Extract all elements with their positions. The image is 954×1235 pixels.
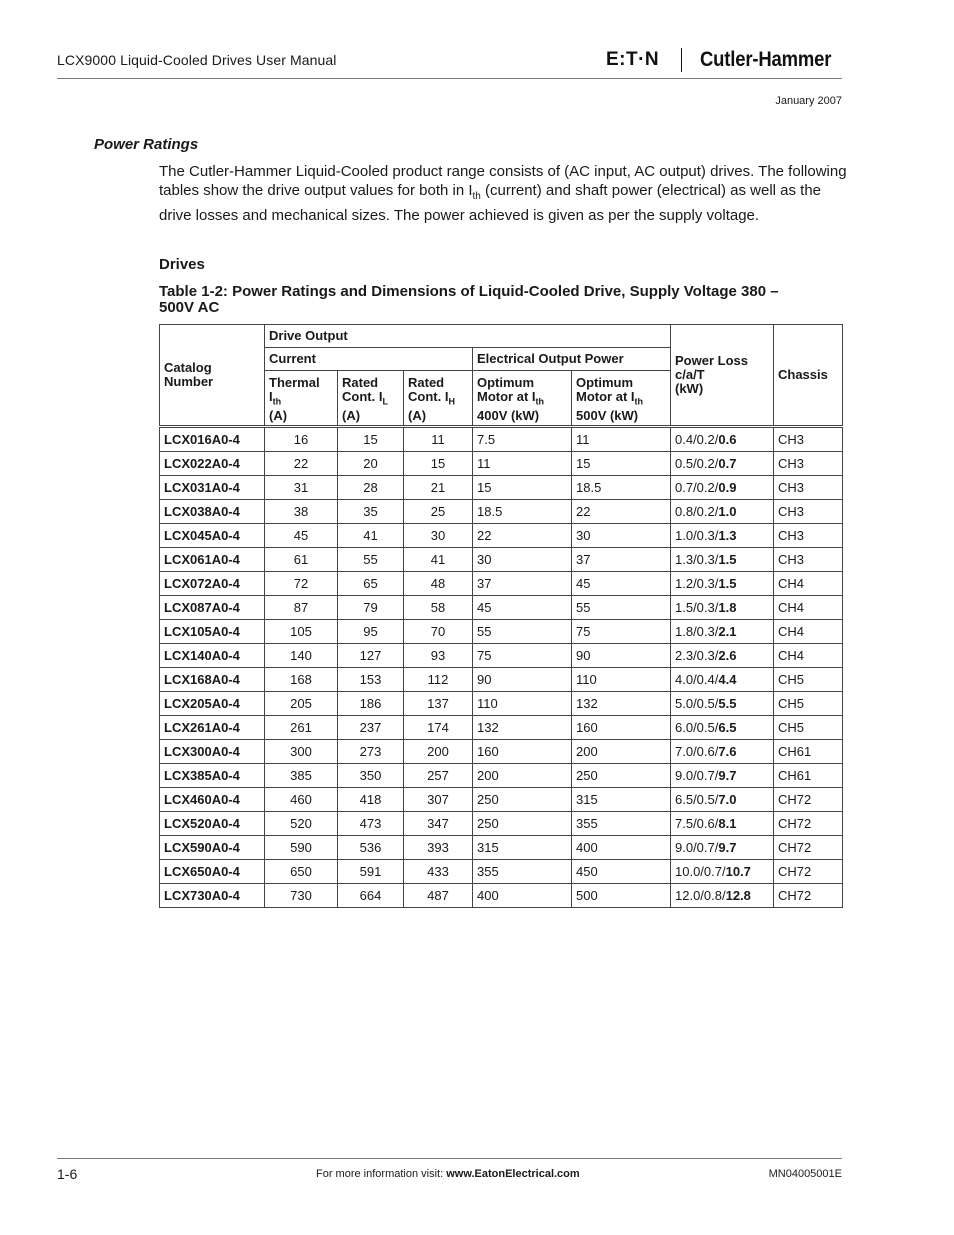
thermal-symbol: I <box>269 389 273 405</box>
power-400v-cell: 37 <box>473 572 572 596</box>
opt500-subscript: th <box>634 397 643 407</box>
power-400v-cell: 30 <box>473 548 572 572</box>
power-loss-components: 4.0/0.4/ <box>675 672 719 687</box>
chassis-cell: CH72 <box>774 836 843 860</box>
power-400v-cell: 15 <box>473 476 572 500</box>
logo-divider <box>681 48 682 72</box>
thermal-current-cell: 61 <box>265 548 338 572</box>
rated-high-current-cell: 487 <box>404 884 473 908</box>
chassis-cell: CH4 <box>774 620 843 644</box>
header-optimum-500v <box>572 371 671 427</box>
power-400v-cell: 110 <box>473 692 572 716</box>
rated-high-current-cell: 174 <box>404 716 473 740</box>
document-title: LCX9000 Liquid-Cooled Drives User Manual <box>57 52 337 68</box>
power-loss-total: 1.5 <box>718 552 737 567</box>
rated-high-current-cell: 93 <box>404 644 473 668</box>
power-loss-total: 1.5 <box>718 576 737 591</box>
table-row <box>160 668 843 692</box>
rated-low-current-cell: 536 <box>338 836 404 860</box>
power-500v-cell: 200 <box>572 740 671 764</box>
thermal-current-cell: 590 <box>265 836 338 860</box>
power-loss-cell <box>671 524 774 548</box>
opt400-unit: 400V (kW) <box>477 408 540 423</box>
eaton-logo: E:T·N <box>606 49 660 70</box>
power-loss-total: 9.7 <box>718 840 737 855</box>
chassis-cell: CH3 <box>774 427 843 452</box>
thermal-current-cell: 38 <box>265 500 338 524</box>
rated-high-symbol: Cont. I <box>408 389 449 405</box>
power-loss-cell <box>671 740 774 764</box>
power-loss-components: 0.4/0.2/ <box>675 432 719 447</box>
rated-high-current-cell: 30 <box>404 524 473 548</box>
footer-rule <box>57 1158 842 1159</box>
header-catalog <box>160 325 265 427</box>
chassis-cell: CH3 <box>774 476 843 500</box>
rated-low-current-cell: 273 <box>338 740 404 764</box>
chassis-cell: CH72 <box>774 812 843 836</box>
power-400v-cell: 55 <box>473 620 572 644</box>
power-400v-cell: 90 <box>473 668 572 692</box>
power-loss-total: 1.0 <box>718 504 737 519</box>
power-loss-label: Power Loss <box>675 353 748 368</box>
header-electrical-power: Electrical Output Power <box>473 348 671 371</box>
power-loss-components: 1.3/0.3/ <box>675 552 719 567</box>
opt400-motor: Motor at I <box>477 389 536 405</box>
header-rated-low <box>338 371 404 427</box>
power-500v-cell: 37 <box>572 548 671 572</box>
power-loss-cell <box>671 476 774 500</box>
opt500-label: Optimum <box>576 375 634 391</box>
catalog-number-cell: LCX168A0-4 <box>160 668 265 692</box>
header-drive-output: Drive Output <box>265 325 671 348</box>
table-row <box>160 548 843 572</box>
document-number: MN04005001E <box>768 1168 842 1180</box>
catalog-number-cell: LCX385A0-4 <box>160 764 265 788</box>
rated-low-current-cell: 55 <box>338 548 404 572</box>
table-row <box>160 740 843 764</box>
catalog-number-cell: LCX038A0-4 <box>160 500 265 524</box>
power-400v-cell: 200 <box>473 764 572 788</box>
power-loss-total: 10.7 <box>725 864 751 879</box>
table-row <box>160 692 843 716</box>
catalog-number-cell: LCX650A0-4 <box>160 860 265 884</box>
thermal-current-cell: 16 <box>265 427 338 452</box>
rated-low-current-cell: 186 <box>338 692 404 716</box>
table-row <box>160 764 843 788</box>
rated-low-current-cell: 95 <box>338 620 404 644</box>
thermal-current-cell: 650 <box>265 860 338 884</box>
power-loss-cell <box>671 427 774 452</box>
footer-info-label: For more information visit: <box>316 1168 447 1180</box>
rated-low-current-cell: 41 <box>338 524 404 548</box>
rated-high-current-cell: 137 <box>404 692 473 716</box>
thermal-current-cell: 460 <box>265 788 338 812</box>
power-500v-cell: 30 <box>572 524 671 548</box>
rated-high-current-cell: 21 <box>404 476 473 500</box>
table-row <box>160 788 843 812</box>
table-row <box>160 452 843 476</box>
power-400v-cell: 75 <box>473 644 572 668</box>
power-500v-cell: 400 <box>572 836 671 860</box>
rated-high-current-cell: 70 <box>404 620 473 644</box>
rated-high-current-cell: 11 <box>404 427 473 452</box>
catalog-number-cell: LCX730A0-4 <box>160 884 265 908</box>
power-loss-units: c/a/T <box>675 367 705 382</box>
catalog-number-cell: LCX520A0-4 <box>160 812 265 836</box>
chassis-cell: CH4 <box>774 644 843 668</box>
rated-low-current-cell: 20 <box>338 452 404 476</box>
rated-high-current-cell: 347 <box>404 812 473 836</box>
thermal-current-cell: 168 <box>265 668 338 692</box>
table-row <box>160 644 843 668</box>
power-loss-components: 10.0/0.7/ <box>675 864 726 879</box>
power-loss-components: 1.8/0.3/ <box>675 624 719 639</box>
section-heading: Power Ratings <box>94 136 199 153</box>
opt500-motor: Motor at I <box>576 389 635 405</box>
power-loss-total: 7.6 <box>718 744 737 759</box>
cutler-hammer-logo: Cutler-Hammer <box>700 48 832 71</box>
catalog-number-cell: LCX105A0-4 <box>160 620 265 644</box>
catalog-number-cell: LCX261A0-4 <box>160 716 265 740</box>
chassis-cell: CH3 <box>774 524 843 548</box>
power-400v-cell: 250 <box>473 812 572 836</box>
power-loss-components: 1.5/0.3/ <box>675 600 719 615</box>
power-loss-components: 0.5/0.2/ <box>675 456 719 471</box>
brand-logo <box>606 46 849 74</box>
rated-low-symbol: Cont. I <box>342 389 383 405</box>
power-loss-cell <box>671 548 774 572</box>
chassis-cell: CH61 <box>774 740 843 764</box>
rated-high-current-cell: 15 <box>404 452 473 476</box>
power-loss-cell <box>671 644 774 668</box>
catalog-number-cell: LCX022A0-4 <box>160 452 265 476</box>
header-thermal <box>265 371 338 427</box>
power-loss-cell <box>671 596 774 620</box>
power-loss-cell <box>671 668 774 692</box>
power-loss-components: 1.2/0.3/ <box>675 576 719 591</box>
drives-subheading: Drives <box>159 256 205 273</box>
table-row <box>160 476 843 500</box>
table-row <box>160 524 843 548</box>
rated-low-current-cell: 350 <box>338 764 404 788</box>
rated-low-current-cell: 664 <box>338 884 404 908</box>
catalog-number-cell: LCX072A0-4 <box>160 572 265 596</box>
footer-info <box>316 1168 580 1180</box>
intro-text-2: (current) and shaft power (electrical) as well as the drive losses and mechanical sizes. The power achieved is given as per the supply voltage. <box>159 182 822 224</box>
power-loss-cell <box>671 500 774 524</box>
page-number: 1-6 <box>57 1166 78 1182</box>
chassis-cell: CH5 <box>774 716 843 740</box>
power-400v-cell: 7.5 <box>473 427 572 452</box>
rated-high-current-cell: 58 <box>404 596 473 620</box>
rated-high-current-cell: 257 <box>404 764 473 788</box>
table-row <box>160 836 843 860</box>
thermal-current-cell: 730 <box>265 884 338 908</box>
power-500v-cell: 110 <box>572 668 671 692</box>
thermal-current-cell: 72 <box>265 572 338 596</box>
header-current: Current <box>265 348 473 371</box>
power-500v-cell: 90 <box>572 644 671 668</box>
table-row <box>160 716 843 740</box>
catalog-number-cell: LCX205A0-4 <box>160 692 265 716</box>
rated-high-current-cell: 393 <box>404 836 473 860</box>
power-400v-cell: 315 <box>473 836 572 860</box>
power-loss-components: 6.5/0.5/ <box>675 792 719 807</box>
thermal-current-cell: 261 <box>265 716 338 740</box>
catalog-number-cell: LCX087A0-4 <box>160 596 265 620</box>
power-loss-components: 9.0/0.7/ <box>675 840 719 855</box>
power-500v-cell: 315 <box>572 788 671 812</box>
header-rated-high <box>404 371 473 427</box>
power-500v-cell: 160 <box>572 716 671 740</box>
rated-high-unit: (A) <box>408 408 427 423</box>
power-loss-cell <box>671 860 774 884</box>
table-row <box>160 572 843 596</box>
thermal-current-cell: 385 <box>265 764 338 788</box>
opt400-label: Optimum <box>477 375 535 391</box>
power-loss-components: 5.0/0.5/ <box>675 696 719 711</box>
thermal-current-cell: 105 <box>265 620 338 644</box>
power-500v-cell: 75 <box>572 620 671 644</box>
catalog-number-cell: LCX031A0-4 <box>160 476 265 500</box>
chassis-cell: CH3 <box>774 548 843 572</box>
power-400v-cell: 132 <box>473 716 572 740</box>
rated-low-current-cell: 79 <box>338 596 404 620</box>
thermal-current-cell: 205 <box>265 692 338 716</box>
power-loss-cell <box>671 716 774 740</box>
power-loss-components: 6.0/0.5/ <box>675 720 719 735</box>
power-500v-cell: 355 <box>572 812 671 836</box>
rated-low-current-cell: 153 <box>338 668 404 692</box>
rated-high-current-cell: 433 <box>404 860 473 884</box>
thermal-current-cell: 22 <box>265 452 338 476</box>
power-500v-cell: 55 <box>572 596 671 620</box>
opt500-unit: 500V (kW) <box>576 408 639 423</box>
power-400v-cell: 45 <box>473 596 572 620</box>
power-500v-cell: 15 <box>572 452 671 476</box>
catalog-number-cell: LCX590A0-4 <box>160 836 265 860</box>
power-500v-cell: 132 <box>572 692 671 716</box>
power-400v-cell: 160 <box>473 740 572 764</box>
rated-low-current-cell: 237 <box>338 716 404 740</box>
rated-low-current-cell: 473 <box>338 812 404 836</box>
power-loss-total: 5.5 <box>718 696 737 711</box>
rated-low-current-cell: 65 <box>338 572 404 596</box>
power-500v-cell: 22 <box>572 500 671 524</box>
power-500v-cell: 250 <box>572 764 671 788</box>
ratings-body <box>160 427 843 908</box>
power-loss-total: 2.1 <box>718 624 737 639</box>
catalog-number-cell: LCX140A0-4 <box>160 644 265 668</box>
rated-low-unit: (A) <box>342 408 361 423</box>
rated-low-label: Rated <box>342 375 379 391</box>
power-loss-cell <box>671 764 774 788</box>
power-500v-cell: 450 <box>572 860 671 884</box>
table-row <box>160 500 843 524</box>
power-ratings-table <box>159 324 843 908</box>
power-loss-components: 9.0/0.7/ <box>675 768 719 783</box>
rated-high-label: Rated <box>408 375 445 391</box>
power-loss-cell <box>671 788 774 812</box>
power-loss-total: 8.1 <box>718 816 737 831</box>
table-row <box>160 884 843 908</box>
power-loss-total: 0.9 <box>718 480 737 495</box>
thermal-subscript: th <box>272 397 282 407</box>
catalog-number-cell: LCX460A0-4 <box>160 788 265 812</box>
table-row <box>160 812 843 836</box>
thermal-unit: (A) <box>269 408 288 423</box>
catalog-number-cell: LCX061A0-4 <box>160 548 265 572</box>
power-loss-total: 1.8 <box>718 600 737 615</box>
power-loss-total: 7.0 <box>718 792 737 807</box>
rated-high-subscript: H <box>448 397 455 407</box>
power-loss-total: 12.8 <box>725 888 751 903</box>
power-loss-components: 12.0/0.8/ <box>675 888 726 903</box>
power-400v-cell: 11 <box>473 452 572 476</box>
table-row <box>160 620 843 644</box>
rated-high-current-cell: 112 <box>404 668 473 692</box>
power-loss-cell <box>671 836 774 860</box>
power-loss-kw: (kW) <box>675 381 704 396</box>
power-loss-cell <box>671 884 774 908</box>
website-link[interactable]: www.EatonElectrical.com <box>446 1168 580 1180</box>
power-400v-cell: 18.5 <box>473 500 572 524</box>
power-500v-cell: 500 <box>572 884 671 908</box>
rated-low-subscript: L <box>382 397 388 407</box>
rated-high-current-cell: 41 <box>404 548 473 572</box>
chassis-cell: CH72 <box>774 788 843 812</box>
power-loss-components: 0.7/0.2/ <box>675 480 719 495</box>
power-loss-total: 9.7 <box>718 768 737 783</box>
rated-low-current-cell: 28 <box>338 476 404 500</box>
power-loss-total: 6.5 <box>718 720 737 735</box>
power-loss-total: 1.3 <box>718 528 737 543</box>
intro-paragraph <box>159 162 849 225</box>
chassis-cell: CH5 <box>774 668 843 692</box>
chassis-cell: CH3 <box>774 452 843 476</box>
power-loss-cell <box>671 572 774 596</box>
intro-text-1: The Cutler-Hammer Liquid-Cooled product range consists of (AC input, AC output) drives. The following tables show the drive output values for both in I <box>159 163 847 199</box>
power-500v-cell: 45 <box>572 572 671 596</box>
catalog-number-cell: LCX016A0-4 <box>160 427 265 452</box>
table-row <box>160 596 843 620</box>
catalog-number-cell: LCX045A0-4 <box>160 524 265 548</box>
power-400v-cell: 355 <box>473 860 572 884</box>
power-400v-cell: 400 <box>473 884 572 908</box>
power-loss-components: 7.5/0.6/ <box>675 816 719 831</box>
power-loss-total: 0.6 <box>718 432 737 447</box>
header-rule <box>57 78 842 79</box>
chassis-cell: CH61 <box>774 764 843 788</box>
header-power-loss <box>671 325 774 427</box>
chassis-cell: CH3 <box>774 500 843 524</box>
chassis-cell: CH4 <box>774 596 843 620</box>
thermal-label: Thermal <box>269 375 320 391</box>
power-loss-components: 7.0/0.6/ <box>675 744 719 759</box>
power-loss-components: 2.3/0.3/ <box>675 648 719 663</box>
rated-low-current-cell: 418 <box>338 788 404 812</box>
power-loss-cell <box>671 812 774 836</box>
thermal-current-cell: 300 <box>265 740 338 764</box>
power-loss-cell <box>671 692 774 716</box>
rated-high-current-cell: 307 <box>404 788 473 812</box>
power-loss-components: 1.0/0.3/ <box>675 528 719 543</box>
rated-high-current-cell: 25 <box>404 500 473 524</box>
catalog-number-cell: LCX300A0-4 <box>160 740 265 764</box>
rated-high-current-cell: 48 <box>404 572 473 596</box>
power-loss-total: 0.7 <box>718 456 737 471</box>
catalog-header-label: Catalog Number <box>164 360 214 389</box>
chassis-cell: CH72 <box>774 860 843 884</box>
power-500v-cell: 11 <box>572 427 671 452</box>
table-row <box>160 860 843 884</box>
power-500v-cell: 18.5 <box>572 476 671 500</box>
power-loss-cell <box>671 620 774 644</box>
publication-date: January 2007 <box>775 95 842 107</box>
rated-low-current-cell: 591 <box>338 860 404 884</box>
rated-low-current-cell: 127 <box>338 644 404 668</box>
rated-low-current-cell: 35 <box>338 500 404 524</box>
header-chassis: Chassis <box>774 325 843 427</box>
thermal-current-cell: 87 <box>265 596 338 620</box>
thermal-current-cell: 140 <box>265 644 338 668</box>
header-optimum-400v <box>473 371 572 427</box>
rated-high-current-cell: 200 <box>404 740 473 764</box>
thermal-current-cell: 31 <box>265 476 338 500</box>
intro-subscript: th <box>472 191 481 202</box>
thermal-current-cell: 520 <box>265 812 338 836</box>
chassis-cell: CH4 <box>774 572 843 596</box>
power-400v-cell: 250 <box>473 788 572 812</box>
table-row <box>160 427 843 452</box>
opt400-subscript: th <box>535 397 544 407</box>
rated-low-current-cell: 15 <box>338 427 404 452</box>
chassis-cell: CH72 <box>774 884 843 908</box>
power-loss-total: 2.6 <box>718 648 737 663</box>
power-loss-cell <box>671 452 774 476</box>
chassis-cell: CH5 <box>774 692 843 716</box>
power-loss-components: 0.8/0.2/ <box>675 504 719 519</box>
thermal-current-cell: 45 <box>265 524 338 548</box>
table-caption: Table 1-2: Power Ratings and Dimensions of Liquid-Cooled Drive, Supply Voltage 380 – 500V AC <box>159 283 779 316</box>
power-400v-cell: 22 <box>473 524 572 548</box>
power-loss-total: 4.4 <box>718 672 737 687</box>
